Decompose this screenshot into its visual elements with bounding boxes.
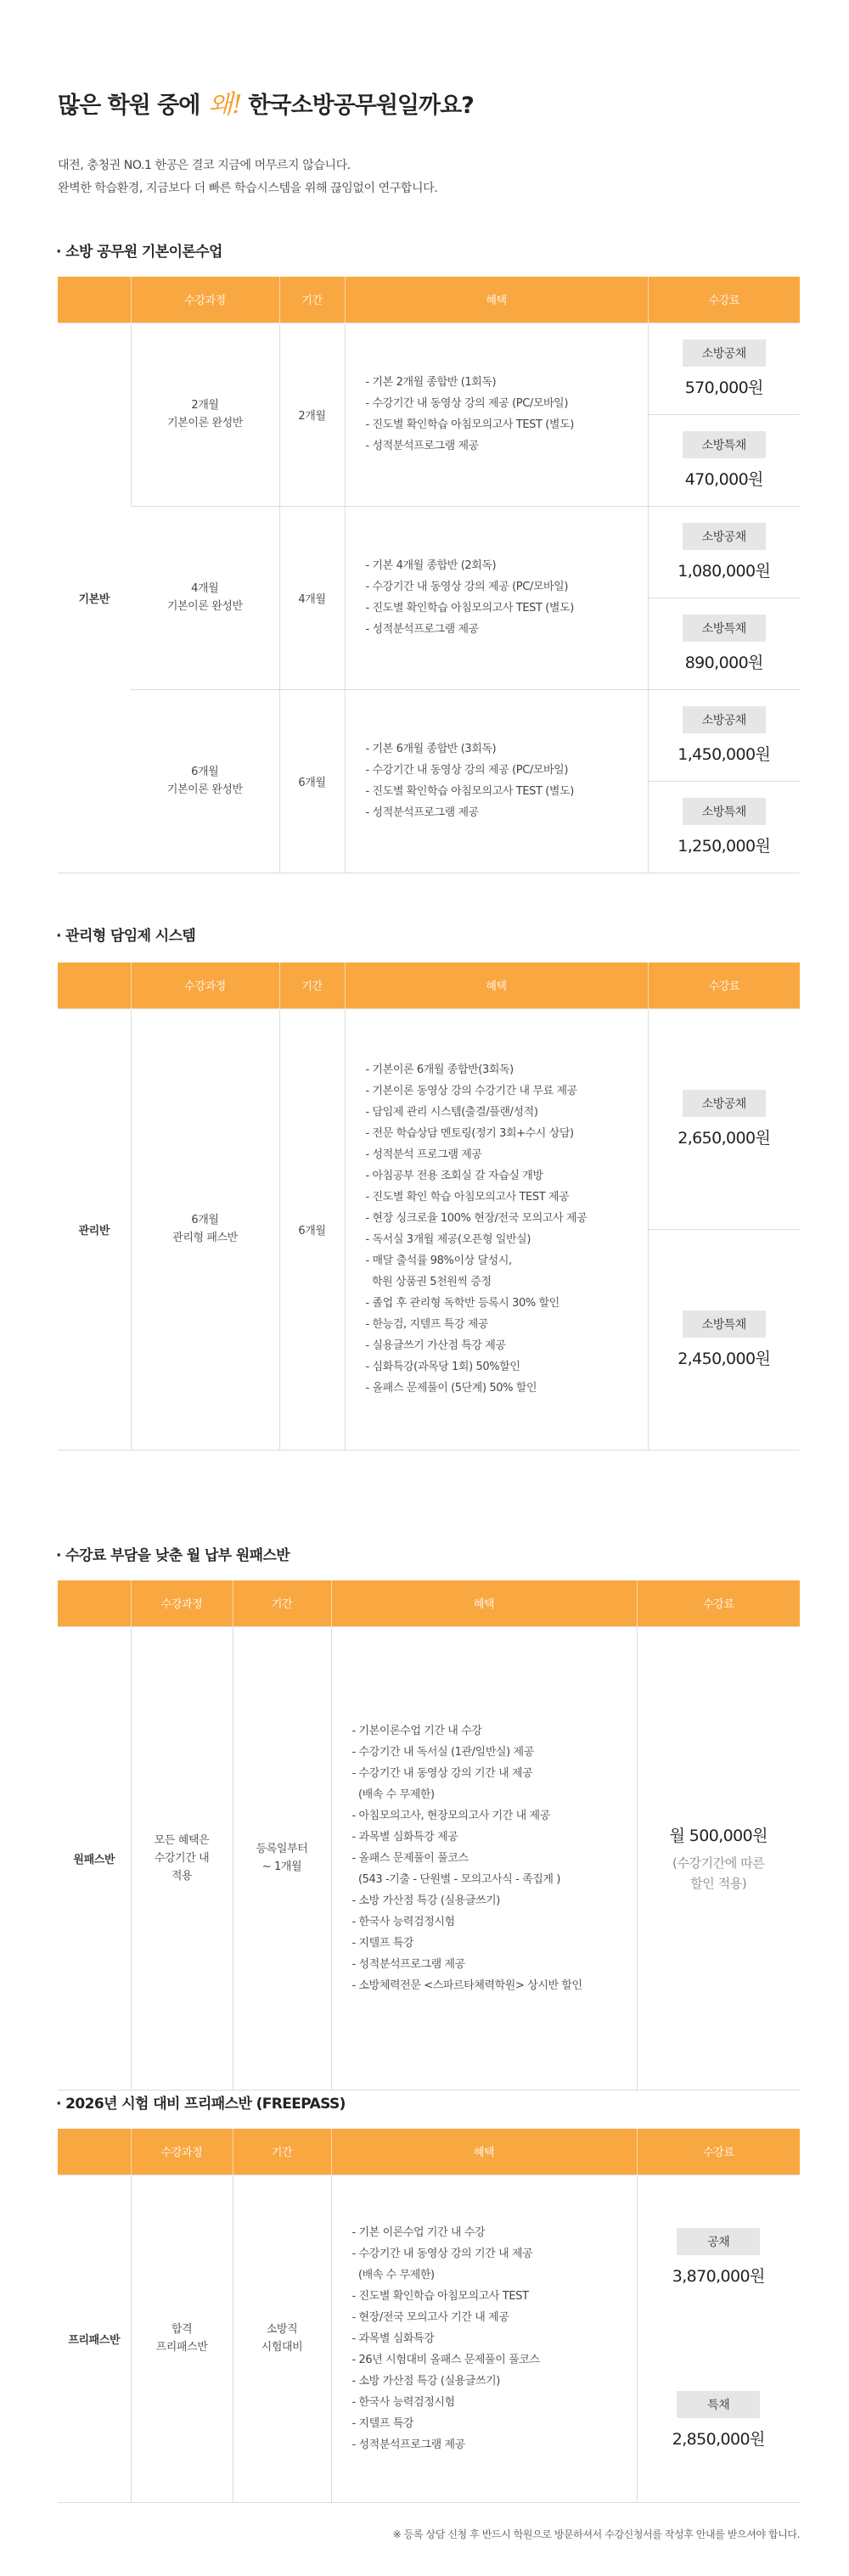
- managed-course-table: [58, 962, 800, 1451]
- fee-block: [649, 323, 801, 414]
- basic-course-table: [58, 277, 800, 873]
- section-title-basic: · 소방 공무원 기본이론수업: [56, 244, 222, 261]
- fee-label: 소방공채: [683, 340, 766, 367]
- list-item: - 진도별 확인학습 아침모의고사 TEST: [351, 2289, 529, 2303]
- row-head: 관리반: [58, 1008, 131, 1450]
- fee-note: (수강기간에 따른 할인 적용): [672, 1855, 765, 1891]
- col-benefit: 혜택: [345, 962, 648, 1008]
- list-item: - 소방체력전문 <스파르타체력학원> 상시반 할인: [351, 1978, 582, 1992]
- fee-block: [649, 782, 801, 873]
- list-item: - 아침공부 전용 조회실 갈 자습실 개방: [365, 1170, 543, 1182]
- list-item: - 지텔프 특강: [351, 1936, 414, 1950]
- course-name: 모든 혜택은 수강기간 내 적용: [131, 1626, 233, 2090]
- list-item: - 현장/전국 모의고사 기간 내 제공: [351, 2310, 509, 2324]
- list-item: - 기본 4개월 종합반 (2회독): [365, 559, 497, 572]
- fee-block: [649, 598, 801, 689]
- list-item: - 성적분석 프로그램 제공: [365, 1148, 482, 1161]
- list-item: - 과목별 심화특강 제공: [351, 1830, 458, 1844]
- course-name: 합격 프리패스반: [131, 2175, 233, 2502]
- list-item: - 졸업 후 관리형 독학반 등록시 30% 할인: [365, 1297, 559, 1310]
- benefit-list: [345, 323, 648, 506]
- fee-block: [649, 690, 801, 781]
- list-item: - 소방 가산점 특강 (실용글쓰기): [351, 2374, 500, 2388]
- list-item: - 진도별 확인학습 아침모의고사 TEST (별도): [365, 602, 574, 615]
- list-item: - 소방 가산점 특강 (실용글쓰기): [351, 1894, 500, 1907]
- table-row: [58, 506, 800, 689]
- list-item: - 한능검, 지텔프 특강 제공: [365, 1318, 489, 1331]
- col-benefit: 혜택: [331, 1580, 637, 1626]
- table-row: [58, 323, 800, 506]
- fee-block: [638, 2175, 801, 2338]
- fee-amount: 2,650,000원: [678, 1128, 771, 1148]
- col-blank: [58, 2129, 131, 2175]
- freepass-course-table: [58, 2129, 800, 2503]
- list-item: - 실용글쓰기 가산점 특강 제공: [365, 1339, 506, 1352]
- fee-block: [649, 415, 801, 506]
- list-item: - 독서실 3개월 제공(오픈형 일반실): [365, 1233, 531, 1246]
- list-item: - 기본이론 6개월 종합반(3회독): [365, 1064, 514, 1076]
- course-period: 6개월: [279, 1008, 345, 1450]
- col-fee: 수강료: [637, 2129, 800, 2175]
- fee-block: [649, 507, 801, 598]
- list-item: - 26년 시험대비 올패스 문제풀이 풀코스: [351, 2353, 540, 2366]
- table-row: [58, 2175, 800, 2502]
- row-head: 원패스반: [58, 1626, 131, 2090]
- course-period: 4개월: [279, 506, 345, 689]
- fee-block: [649, 1009, 801, 1229]
- course-name: 4개월 기본이론 완성반: [131, 506, 279, 689]
- fee-amount: 890,000원: [684, 653, 763, 672]
- fee-amount: 1,450,000원: [678, 744, 771, 764]
- benefit-list: [345, 506, 648, 689]
- course-period: 6개월: [279, 689, 345, 873]
- section-title-freepass: · 2026년 시험 대비 프리패스반 (FREEPASS): [56, 2096, 346, 2113]
- course-name: 6개월 기본이론 완성반: [131, 689, 279, 873]
- list-item: - 기본이론 동영상 강의 수강기간 내 무료 제공: [365, 1085, 577, 1097]
- headline-accent: 왜!: [208, 90, 242, 120]
- col-course: 수강과정: [131, 1580, 233, 1626]
- col-blank: [58, 962, 131, 1008]
- intro-line-1: 대전, 충청권 NO.1 한공은 결코 지금에 머무르지 않습니다.: [58, 159, 351, 172]
- fee-cell: [648, 689, 800, 873]
- page-headline: [58, 83, 474, 121]
- col-course: 수강과정: [131, 277, 279, 323]
- fee-label: 소방특채: [683, 1310, 766, 1338]
- course-period: 등록일부터 ~ 1개월: [233, 1626, 331, 2090]
- registration-footnote: ※ 등록 상담 신청 후 반드시 학원으로 방문하셔서 수강신청서를 작성후 안내를 받으셔야 합니다.: [392, 2528, 800, 2540]
- list-item: - 성적분석프로그램 제공: [365, 623, 479, 636]
- fee-label: 소방특채: [683, 431, 766, 458]
- fee-amount: 월 500,000원: [669, 1826, 767, 1845]
- section-title-onepass: · 수강료 부담을 낮춘 월 납부 원패스반: [56, 1547, 290, 1564]
- list-item: - 수강기간 내 동영상 강의 제공 (PC/모바일): [365, 397, 568, 410]
- fee-amount: 3,870,000원: [672, 2266, 765, 2286]
- list-item: - 아침모의고사, 현장모의고사 기간 내 제공: [351, 1809, 550, 1822]
- list-item: - 수강기간 내 독서실 (1관/일반실) 제공: [351, 1745, 534, 1759]
- fee-amount: 2,850,000원: [672, 2429, 765, 2449]
- course-name: 6개월 관리형 패스반: [131, 1008, 279, 1450]
- list-item: - 성적분석프로그램 제공: [365, 440, 479, 452]
- course-period: 2개월: [279, 323, 345, 506]
- list-item: - 수강기간 내 동영상 강의 제공 (PC/모바일): [365, 764, 568, 777]
- table-row: [58, 689, 800, 873]
- intro-line-2: 완벽한 학습환경, 지금보다 더 빠른 학습시스템을 위해 끊임없이 연구합니다.: [58, 182, 438, 195]
- list-item: - 과목별 심화특강: [351, 2332, 435, 2345]
- list-item: - 기본 이론수업 기간 내 수강: [351, 2225, 486, 2239]
- fee-cell: [648, 323, 800, 506]
- list-item: - 올패스 문제풀이 (5단계) 50% 할인: [365, 1382, 537, 1395]
- list-item: - 기본 2개월 종합반 (1회독): [365, 376, 497, 389]
- col-benefit: 혜택: [345, 277, 648, 323]
- list-item: - 매달 출석률 98%이상 달성시, 학원 상품권 5천원씩 증정: [365, 1254, 512, 1288]
- list-item: - 기본이론수업 기간 내 수강: [351, 1724, 482, 1737]
- fee-label: 특채: [677, 2391, 760, 2418]
- list-item: - 담임제 관리 시스템(출결/플랜/성적): [365, 1106, 538, 1119]
- fee-block: [638, 2338, 801, 2501]
- fee-cell: [648, 1008, 800, 1450]
- list-item: - 올패스 문제풀이 풀코스 (543 -기출 - 단원별 - 모의고사식 - 족집게 ): [351, 1851, 560, 1886]
- table-row: [58, 1008, 800, 1450]
- list-item: - 현장 싱크로율 100% 현장/전국 모의고사 제공: [365, 1212, 588, 1225]
- fee-cell: [648, 506, 800, 689]
- list-item: - 전문 학습상담 멘토링(정기 3회+수시 상담): [365, 1127, 574, 1140]
- list-item: - 진도별 확인 학습 아침모의고사 TEST 제공: [365, 1191, 570, 1204]
- col-fee: 수강료: [637, 1580, 800, 1626]
- fee-amount: 1,250,000원: [678, 836, 771, 856]
- fee-cell: [637, 1626, 800, 2090]
- list-item: - 진도별 확인학습 아침모의고사 TEST (별도): [365, 418, 574, 431]
- col-period: 기간: [279, 962, 345, 1008]
- benefit-list: [331, 2175, 637, 2502]
- benefit-list: [345, 689, 648, 873]
- col-fee: 수강료: [648, 962, 800, 1008]
- col-course: 수강과정: [131, 2129, 233, 2175]
- col-blank: [58, 277, 131, 323]
- col-period: 기간: [233, 1580, 331, 1626]
- list-item: - 성적분석프로그램 제공: [365, 806, 479, 819]
- onepass-course-table: [58, 1580, 800, 2091]
- list-item: - 지텔프 특강: [351, 2416, 414, 2430]
- benefit-list: [345, 1008, 648, 1450]
- col-fee: 수강료: [648, 277, 800, 323]
- table-header-row: [58, 2129, 800, 2175]
- list-item: - 수강기간 내 동영상 강의 기간 내 제공 (배속 수 무제한): [351, 1766, 533, 1801]
- row-head: 프리패스반: [58, 2175, 131, 2502]
- fee-amount: 2,450,000원: [678, 1349, 771, 1368]
- list-item: - 한국사 능력검정시험: [351, 1915, 455, 1928]
- list-item: - 기본 6개월 종합반 (3회독): [365, 743, 497, 755]
- fee-cell: [637, 2175, 800, 2502]
- fee-label: 소방특채: [683, 798, 766, 825]
- table-header-row: [58, 277, 800, 323]
- table-header-row: [58, 1580, 800, 1626]
- fee-amount: 470,000원: [684, 469, 763, 489]
- col-benefit: 혜택: [331, 2129, 637, 2175]
- fee-label: 공채: [677, 2228, 760, 2255]
- section-title-managed: · 관리형 담임제 시스템: [56, 928, 196, 945]
- course-name: 2개월 기본이론 완성반: [131, 323, 279, 506]
- course-period: 소방직 시험대비: [233, 2175, 331, 2502]
- col-period: 기간: [279, 277, 345, 323]
- table-row: [58, 1626, 800, 2090]
- fee-amount: 1,080,000원: [678, 561, 771, 581]
- fee-block: [649, 1230, 801, 1450]
- col-course: 수강과정: [131, 962, 279, 1008]
- fee-label: 소방공채: [683, 1090, 766, 1117]
- row-head: 기본반: [58, 323, 131, 873]
- list-item: - 수강기간 내 동영상 강의 제공 (PC/모바일): [365, 581, 568, 593]
- col-period: 기간: [233, 2129, 331, 2175]
- fee-block: [638, 1823, 801, 1894]
- fee-label: 소방특채: [683, 615, 766, 642]
- fee-label: 소방공채: [683, 523, 766, 550]
- headline-after: 한국소방공무원일까요?: [248, 93, 474, 119]
- list-item: - 성적분석프로그램 제공: [351, 2438, 465, 2451]
- col-blank: [58, 1580, 131, 1626]
- intro-text: [58, 154, 437, 200]
- list-item: - 수강기간 내 동영상 강의 기간 내 제공 (배속 수 무제한): [351, 2247, 533, 2281]
- list-item: - 성적분석프로그램 제공: [351, 1957, 465, 1971]
- benefit-list: [331, 1626, 637, 2090]
- table-header-row: [58, 962, 800, 1008]
- fee-amount: 570,000원: [684, 378, 763, 397]
- list-item: - 진도별 확인학습 아침모의고사 TEST (별도): [365, 785, 574, 798]
- headline-before: 많은 학원 중에: [58, 93, 200, 119]
- fee-label: 소방공채: [683, 706, 766, 733]
- list-item: - 심화특강(과목당 1회) 50%할인: [365, 1361, 520, 1373]
- list-item: - 한국사 능력검정시험: [351, 2395, 455, 2409]
